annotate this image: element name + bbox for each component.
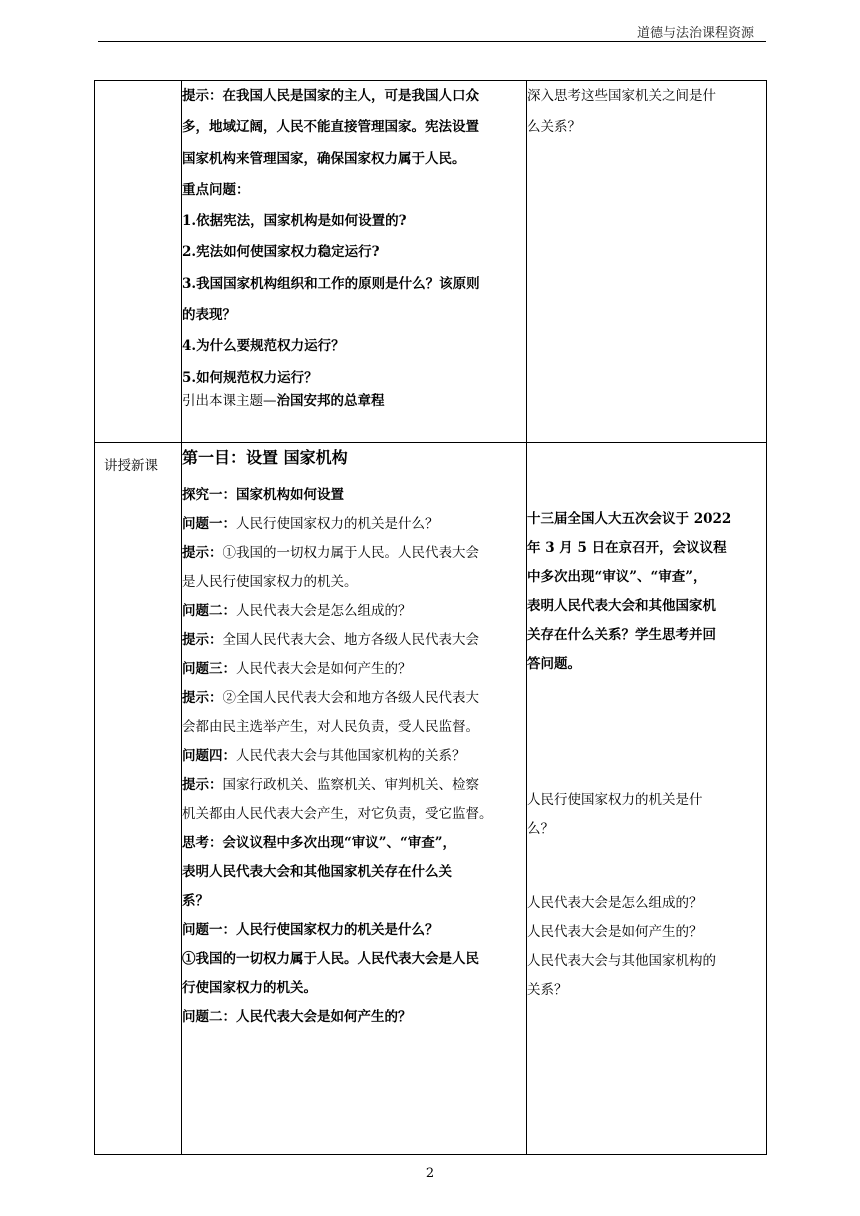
row1-right-line: 深入思考这些国家机关之间是什 [527, 88, 716, 104]
row2-label: 讲授新课 [104, 458, 158, 474]
row1-line: 3.我国国家机构组织和工作的原则是什么？该原则 [182, 275, 480, 292]
page-number: 2 [425, 1166, 435, 1181]
row2-right-question-line: 么？ [527, 821, 554, 837]
row2-activity-question [527, 786, 766, 844]
row2-line: 系？ [182, 893, 209, 909]
row2-right-news-line: 答问题。 [527, 656, 581, 672]
row2-line-rest: 人民代表大会与其他国家机构的关系？ [236, 748, 466, 764]
row1-line: 重点问题： [182, 181, 250, 198]
row2-right-questions-line: 人民代表大会是如何产生的？ [527, 924, 703, 940]
row2-line-prefix: 提示： [182, 690, 223, 706]
header-rule [98, 41, 766, 42]
row2-line: 问题二：人民代表大会是如何产生的？ [182, 1009, 412, 1025]
row2-line [182, 626, 526, 655]
row2-right-news-line: 表明人民代表大会和其他国家机 [527, 598, 716, 614]
table-row-intro [95, 81, 767, 443]
row1-line: 2.宪法如何使国家权力稳定运行? [182, 244, 380, 261]
row2-right-news-line: 十三届全国人大五次会议于 2022 [527, 511, 732, 527]
row1-content [182, 81, 526, 394]
row1-label [95, 81, 181, 92]
row2-line [182, 510, 526, 539]
row2-activity-cell [527, 443, 767, 1155]
row1-line: 1.依据宪法，国家机构是如何设置的? [182, 213, 407, 230]
row2-line: 机关都由人民代表大会产生，对它负责，受它监督。 [182, 806, 493, 822]
row2-line-prefix: 问题三： [182, 661, 236, 677]
row2-line: 会都由民主选举产生，对人民负责，受人民监督。 [182, 719, 479, 735]
row2-line-prefix: 问题二： [182, 603, 236, 619]
row2-right-news-line: 中多次出现“审议”、“审查”， [527, 569, 707, 585]
row2-line-prefix: 问题一： [182, 516, 236, 532]
row2-line: 思考：会议议程中多次出现“审议”、“审查”， [182, 835, 457, 851]
row2-line-rest: 全国人民代表大会、地方各级人民代表大会 [222, 632, 479, 648]
row2-line-rest: 人民行使国家权力的机关是什么？ [236, 516, 439, 532]
row1-line: 提示：在我国人民是国家的主人，可是我国人口众 [182, 88, 479, 104]
row2-line: 问题一：人民行使国家权力的机关是什么？ [182, 922, 439, 938]
row2-line [182, 684, 526, 713]
row2-activity-questions [527, 889, 766, 1005]
row2-right-questions-line: 人民代表大会与其他国家机构的 [527, 953, 716, 969]
row2-line [182, 597, 526, 626]
row2-right-news-line: 年 3 月 5 日在京召开，会议议程 [527, 540, 727, 556]
row2-line-rest: 人民代表大会是如何产生的？ [236, 661, 412, 677]
row2-content-cell [182, 443, 527, 1155]
row2-label-cell [95, 443, 182, 1155]
row1-line: 4.为什么要规范权力运行？ [182, 338, 345, 355]
row1-lead-prefix: 引出本课主题— [182, 392, 277, 409]
row1-right-line: 么关系？ [527, 119, 581, 136]
row2-right-questions-line: 关系？ [527, 982, 568, 998]
row1-lead-topic: 治国安邦的总章程 [276, 392, 385, 409]
row1-activity-cell [527, 81, 767, 443]
row2-heading: 第一目：设置 国家机构 [182, 448, 348, 467]
row2-right-questions-line: 人民代表大会是怎么组成的？ [527, 895, 703, 911]
row1-line: 国家机构来管理国家，确保国家权力属于人民。 [182, 150, 466, 167]
row2-line-rest: ①我国的一切权力属于人民。人民代表大会 [222, 545, 479, 561]
row2-line [182, 539, 526, 568]
row2-line [182, 655, 526, 684]
header-title: 道德与法治课程资源 [636, 26, 754, 41]
lesson-table [94, 80, 767, 1155]
row1-activity [527, 81, 766, 144]
row2-line-prefix: 问题四： [182, 748, 236, 764]
row2-line-rest: 国家行政机关、监察机关、审判机关、检察 [222, 777, 479, 793]
row2-line: 行使国家权力的机关。 [182, 980, 317, 996]
row2-line-rest: 人民代表大会是怎么组成的？ [236, 603, 412, 619]
row2-line-rest: ②全国人民代表大会和地方各级人民代表大 [222, 690, 479, 706]
row2-content [182, 481, 526, 1032]
row2-line [182, 742, 526, 771]
row2-line [182, 771, 526, 800]
row2-line-prefix: 提示： [182, 632, 223, 648]
row1-line: 的表现？ [182, 307, 236, 324]
row2-line-prefix: 提示： [182, 545, 223, 561]
row1-line: 5.如何规范权力运行？ [182, 369, 318, 386]
row1-content-cell [182, 81, 527, 443]
row2-line: 探究一：国家机构如何设置 [182, 487, 344, 503]
row2-line: 是人民行使国家权力的机关。 [182, 574, 358, 590]
row2-line: ①我国的一切权力属于人民。人民代表大会是人民 [182, 951, 479, 967]
row2-right-news-line: 关存在什么关系？学生思考并回 [527, 627, 716, 643]
row2-activity-news [527, 505, 766, 679]
row1-line: 多，地域辽阔，人民不能直接管理国家。宪法设置 [182, 119, 479, 136]
row2-line-prefix: 提示： [182, 777, 223, 793]
row2-right-question-line: 人民行使国家权力的机关是什 [527, 792, 703, 808]
row1-label-cell [95, 81, 182, 443]
table-row-teaching [95, 443, 767, 1155]
row1-lead-line [182, 392, 526, 410]
row2-line: 表明人民代表大会和其他国家机关存在什么关 [182, 864, 452, 880]
